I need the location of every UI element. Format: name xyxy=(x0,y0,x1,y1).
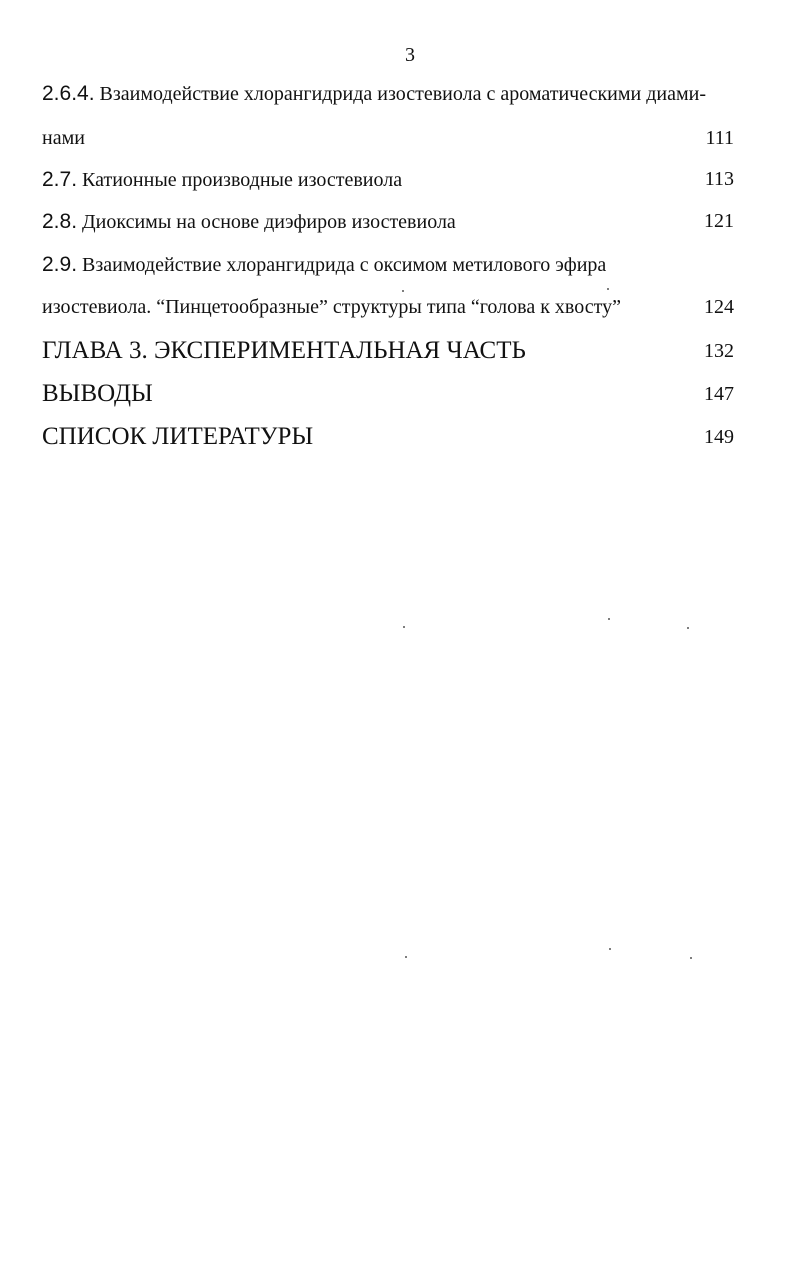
scan-speck xyxy=(402,290,404,292)
toc-entry-page: 111 xyxy=(705,127,734,149)
scan-speck xyxy=(405,956,407,958)
toc-chapter-page: 147 xyxy=(704,383,734,405)
toc-entry-title xyxy=(42,82,706,106)
toc-entry-page: 113 xyxy=(704,168,734,190)
toc-entry-title xyxy=(42,253,606,277)
toc-chapter-title: ВЫВОДЫ xyxy=(42,380,153,407)
toc-conclusions[interactable] xyxy=(42,380,734,412)
toc-entry-title xyxy=(42,210,456,234)
toc-chapter-page: 149 xyxy=(704,426,734,448)
toc-entry-number: 2.7. xyxy=(42,168,78,191)
toc-entry-2-8[interactable] xyxy=(42,210,734,240)
toc-entry-title xyxy=(42,168,402,192)
scan-speck xyxy=(687,627,689,629)
toc-entry-number: 2.8. xyxy=(42,210,78,233)
toc-chapter-title: СПИСОК ЛИТЕРАТУРЫ xyxy=(42,423,314,450)
toc-entry-number: 2.9. xyxy=(42,253,78,276)
toc-entry-2-9[interactable] xyxy=(42,253,734,333)
toc-chapter-3[interactable] xyxy=(42,337,734,369)
toc-entry-text: Взаимодействие хлорангидрида с оксимом метилового эфира xyxy=(82,254,607,276)
toc-entry-page: 124 xyxy=(704,296,734,318)
toc-chapter-title: ГЛАВА 3. ЭКСПЕРИМЕНТАЛЬНАЯ ЧАСТЬ xyxy=(42,337,526,364)
toc-entry-text: Катионные производные изостевиола xyxy=(82,169,403,191)
toc-entry-title-continuation: изостевиола. “Пинцетообразные” структуры типа “голова к хвосту” xyxy=(42,296,621,318)
toc-entry-2-6-4[interactable] xyxy=(42,82,734,162)
toc-references[interactable] xyxy=(42,423,734,455)
scan-speck xyxy=(608,618,610,620)
toc-entry-text: Диоксимы на основе диэфиров изостевиола xyxy=(82,211,456,233)
toc-entry-number: 2.6.4. xyxy=(42,82,95,105)
toc-entry-2-7[interactable] xyxy=(42,168,734,198)
scan-speck xyxy=(609,948,611,950)
toc-entry-text: Взаимодействие хлорангидрида изостевиола с ароматическими диами- xyxy=(99,83,707,105)
scan-speck xyxy=(403,626,405,628)
toc-entry-page: 121 xyxy=(704,210,734,232)
toc-chapter-page: 132 xyxy=(704,340,734,362)
page-number: 3 xyxy=(405,44,415,66)
scan-speck xyxy=(690,957,692,959)
toc-entry-title-continuation: нами xyxy=(42,127,85,149)
scan-speck xyxy=(607,288,609,290)
